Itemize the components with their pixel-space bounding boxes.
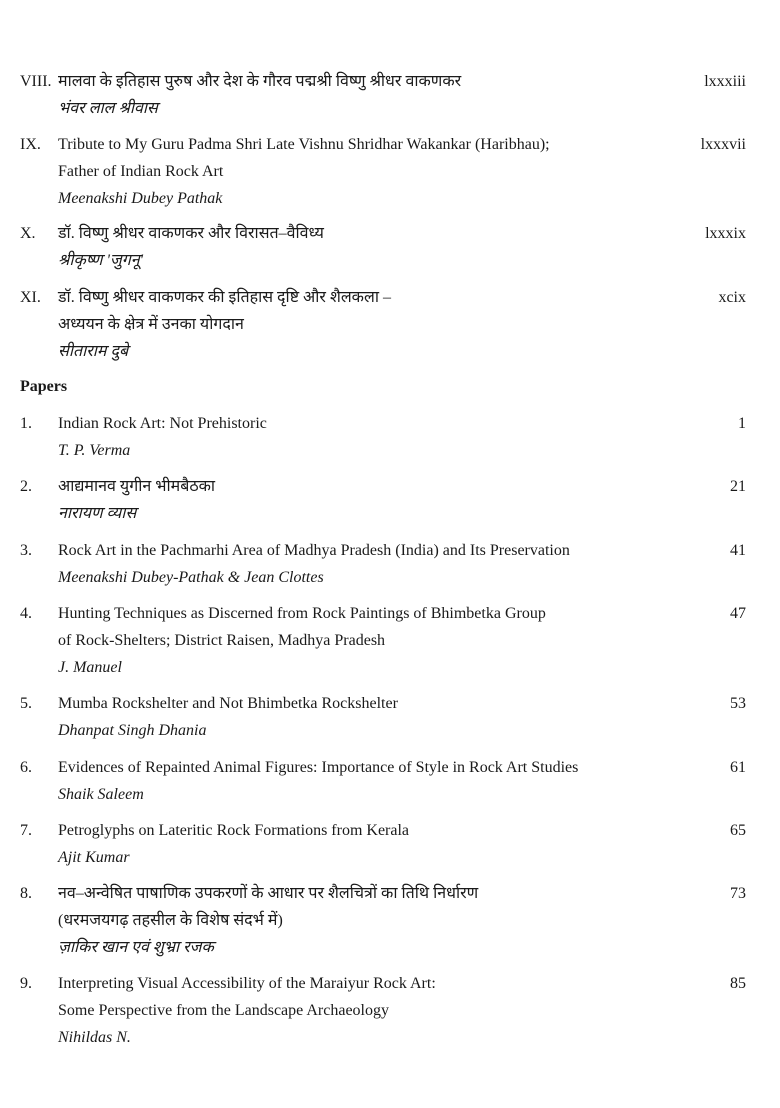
entry-author: भंवर लाल श्रीवास (58, 100, 158, 117)
entry-body (58, 880, 678, 961)
entry-page: 73 (730, 885, 746, 902)
entry-title: Evidences of Repainted Animal Figures: Importance of Style in Rock Art Studies (58, 759, 579, 776)
entry-title: डॉ. विष्णु श्रीधर वाकणकर की इतिहास दृष्टि और शैलकला – (58, 289, 391, 306)
entry-author: श्रीकृष्ण 'जुगनू' (58, 252, 144, 269)
entry-author: T. P. Verma (58, 442, 131, 459)
entry-page: lxxxvii (700, 136, 746, 153)
entry-page: 65 (730, 822, 746, 839)
entry-number: VIII. (20, 73, 52, 90)
entry-number: 3. (20, 542, 32, 559)
entry-author: Ajit Kumar (58, 849, 130, 866)
entry-title: Interpreting Visual Accessibility of the Maraiyur Rock Art: (58, 975, 436, 992)
entry-title: Hunting Techniques as Discerned from Rock Paintings of Bhimbetka Group (58, 605, 546, 622)
entry-number: 1. (20, 415, 32, 432)
entry-body (58, 131, 678, 212)
entry-page: 1 (738, 415, 746, 432)
entry-author: Meenakshi Dubey-Pathak & Jean Clottes (58, 569, 324, 586)
entry-body (58, 817, 678, 871)
entry-body (58, 284, 678, 365)
entry-body (58, 690, 678, 744)
entry-body (58, 754, 678, 808)
entry-author: ज़ाकिर खान एवं शुभ्रा रजक (58, 939, 214, 956)
section-heading: Papers (20, 378, 68, 395)
entry-author: Nihildas N. (58, 1029, 131, 1046)
entry-author: नारायण व्यास (58, 505, 137, 522)
entry-author: सीताराम दुबे (58, 343, 129, 360)
entry-title: Father of Indian Rock Art (58, 163, 224, 180)
entry-number: X. (20, 225, 36, 242)
entry-page: lxxxix (705, 225, 746, 242)
entry-number: 6. (20, 759, 32, 776)
entry-title: Indian Rock Art: Not Prehistoric (58, 415, 267, 432)
entry-number: 9. (20, 975, 32, 992)
entry-title: डॉ. विष्णु श्रीधर वाकणकर और विरासत–वैविध्य (58, 225, 324, 242)
entry-author: Meenakshi Dubey Pathak (58, 190, 223, 207)
entry-title: Rock Art in the Pachmarhi Area of Madhya Pradesh (India) and Its Preservation (58, 542, 570, 559)
entry-title: of Rock-Shelters; District Raisen, Madhya Pradesh (58, 632, 386, 649)
entry-number: 2. (20, 478, 32, 495)
entry-body (58, 410, 678, 464)
entry-title: आद्यमानव युगीन भीमबैठका (58, 478, 216, 495)
entry-body (58, 537, 678, 591)
entry-body (58, 68, 678, 122)
entry-body (58, 600, 678, 681)
entry-title: Some Perspective from the Landscape Archaeology (58, 1002, 389, 1019)
entry-author: Shaik Saleem (58, 786, 144, 803)
entry-number: 8. (20, 885, 32, 902)
entry-title: (धरमजयगढ़ तहसील के विशेष संदर्भ में) (58, 912, 283, 929)
entry-body (58, 473, 678, 527)
entry-page: 41 (730, 542, 746, 559)
entry-page: lxxxiii (704, 73, 746, 90)
entry-author: J. Manuel (58, 659, 122, 676)
entry-page: 61 (730, 759, 746, 776)
entry-page: 21 (730, 478, 746, 495)
entry-number: IX. (20, 136, 41, 153)
entry-title: नव–अन्वेषित पाषाणिक उपकरणों के आधार पर शैलचित्रों का तिथि निर्धारण (58, 885, 479, 902)
entry-page: 47 (730, 605, 746, 622)
entry-page: 53 (730, 695, 746, 712)
entry-title: अध्ययन के क्षेत्र में उनका योगदान (58, 316, 244, 333)
entry-title: Mumba Rockshelter and Not Bhimbetka Rockshelter (58, 695, 398, 712)
entry-title: Tribute to My Guru Padma Shri Late Vishnu Shridhar Wakankar (Haribhau); (58, 136, 550, 153)
entry-page: 85 (730, 975, 746, 992)
entry-body (58, 970, 678, 1051)
entry-number: 4. (20, 605, 32, 622)
entry-title: Petroglyphs on Lateritic Rock Formations from Kerala (58, 822, 410, 839)
entry-body (58, 220, 678, 274)
entry-number: 7. (20, 822, 32, 839)
entry-page: xcix (718, 289, 746, 306)
entry-author: Dhanpat Singh Dhania (58, 722, 207, 739)
entry-number: 5. (20, 695, 32, 712)
entry-number: XI. (20, 289, 41, 306)
entry-title: मालवा के इतिहास पुरुष और देश के गौरव पद्मश्री विष्णु श्रीधर वाकणकर (58, 73, 462, 90)
